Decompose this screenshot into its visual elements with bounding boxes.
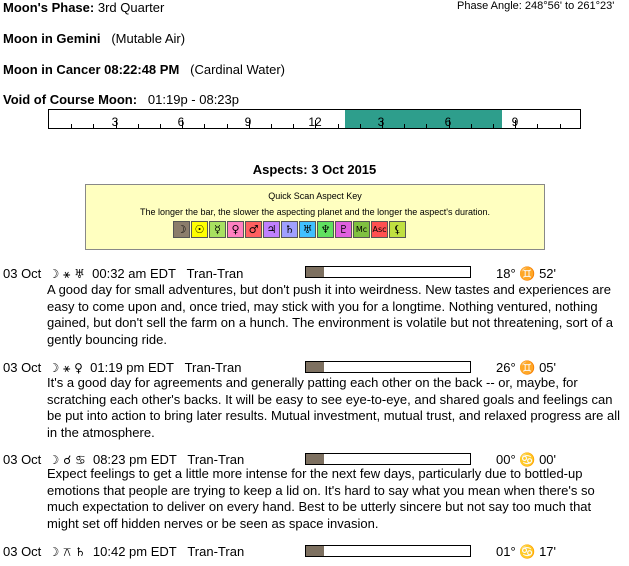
moon-sign-cancer-mode: (Cardinal Water) (190, 62, 285, 77)
timeline-label: 9 (244, 115, 252, 129)
aspect-date: 03 Oct (3, 452, 42, 467)
timeline-tick (404, 124, 405, 128)
quick-scan-aspect-key (85, 184, 545, 250)
aspect-entry-header (3, 544, 244, 560)
timeline-tick (471, 124, 472, 128)
aspect-degree: 18° ♊ 52' (496, 266, 557, 281)
moon-sign-cancer-label: Moon in Cancer 08:22:48 PM (3, 62, 180, 77)
duration-bar (305, 266, 471, 278)
planet-swatch: Asc (371, 221, 388, 238)
timeline-label: 3 (377, 115, 385, 129)
duration-bar-fill (306, 267, 324, 277)
timeline-label: 6 (177, 115, 185, 129)
timeline-tick (360, 124, 361, 128)
aspect-entry-header (3, 360, 241, 376)
moon-sign-cancer-row (3, 62, 285, 77)
planet-swatches (173, 221, 407, 238)
aspect-entry-header (3, 266, 243, 282)
aspect-time: 01:19 pm EDT (90, 360, 174, 375)
void-of-course-row (3, 92, 239, 107)
aspect-type: Tran-Tran (184, 360, 242, 375)
duration-bar-fill (306, 362, 324, 372)
moon-phase-label: Moon's Phase: (3, 0, 95, 15)
aspect-entry-header (3, 452, 244, 467)
aspect-symbols: ☽ ⚹ ♅ (48, 267, 85, 281)
planet-swatch: ♅ (299, 221, 316, 238)
moon-sign-gemini-mode: (Mutable Air) (111, 31, 186, 46)
planet-swatch: ♆ (317, 221, 334, 238)
aspect-symbols: ☽ ☌ ♋ (48, 453, 86, 467)
planet-swatch: ♄ (281, 221, 298, 238)
timeline-tick (204, 124, 205, 128)
void-of-course-label: Void of Course Moon: (3, 92, 138, 107)
timeline-tick (227, 124, 228, 128)
planet-swatch: ☿ (209, 221, 226, 238)
aspect-degree: 00° ♋ 00' (496, 452, 557, 467)
timeline-tick (426, 124, 427, 128)
moon-sign-gemini-label: Moon in Gemini (3, 31, 101, 46)
key-description: The longer the bar, the slower the aspecting planet and the longer the aspect's duration. (140, 207, 490, 217)
timeline-tick (537, 124, 538, 128)
planet-swatch: Mc (353, 221, 370, 238)
aspect-time: 10:42 pm EDT (92, 544, 177, 559)
timeline-label: 3 (111, 115, 119, 129)
timeline-tick (138, 124, 139, 128)
timeline-label: 12 (308, 115, 322, 129)
planet-swatch: ♀ (227, 221, 244, 238)
timeline-tick (93, 124, 94, 128)
aspect-time: 08:23 pm EDT (92, 452, 177, 467)
timeline-label: 6 (444, 115, 452, 129)
aspect-type: Tran-Tran (187, 452, 245, 467)
duration-bar (305, 453, 471, 465)
duration-bar (305, 545, 471, 557)
timeline-tick (493, 124, 494, 128)
aspect-date: 03 Oct (3, 360, 42, 375)
planet-swatch: ☽ (173, 221, 190, 238)
moon-phase-row (3, 0, 164, 15)
aspect-description: A good day for small adventures, but don't push it into weirdness. New tastes and experiences are easy to come upon and, once tried, may stick with you for a longtime. Nothing ventured, nothing gained, but don't sell the farm on a hunch. The environment is volatile but not threatening, sort of a gently bouncing ride. (47, 282, 613, 347)
aspect-degree: 26° ♊ 05' (496, 360, 557, 375)
planet-swatch: ♇ (335, 221, 352, 238)
timeline-tick (160, 124, 161, 128)
aspects-title: Aspects: 3 Oct 2015 (252, 162, 377, 177)
planet-swatch: ☉ (191, 221, 208, 238)
aspect-time: 00:32 am EDT (92, 266, 176, 281)
void-of-course-timeline (48, 109, 581, 129)
duration-bar-fill (306, 546, 324, 556)
timeline-tick (338, 124, 339, 128)
aspect-symbols: ☽ ⚹ ♀ (48, 361, 83, 375)
aspect-degree: 01° ♋ 17' (496, 544, 557, 559)
timeline-label: 9 (511, 115, 519, 129)
aspect-description: It's a good day for agreements and generally patting each other on the back -- or, maybe, for scratching each other's backs. It will be easy to see eye-to-eye, and shared goals and feelings can be put into action to bring later results. Mutual investment, mutual trust, and relaxed progress are all in the atmosphere. (47, 375, 621, 440)
timeline-tick (293, 124, 294, 128)
timeline-tick (271, 124, 272, 128)
timeline-tick (71, 124, 72, 128)
moon-sign-gemini-row (3, 31, 185, 46)
aspect-date: 03 Oct (3, 544, 42, 559)
planet-swatch: ♂ (245, 221, 262, 238)
void-of-course-span (345, 110, 502, 128)
planet-swatch: ♃ (263, 221, 280, 238)
aspect-description: Expect feelings to get a little more intense for the next few days, particularly due to bottled-up emotions that people are trying to keep a lid on. It's hard to say what you mean when there's so much expectation to deliver on every hand. Best to be utterly sincere but not say too much that might set off hidden nerves or be seen as space invasion. (47, 466, 595, 531)
aspect-type: Tran-Tran (186, 266, 244, 281)
aspect-symbols: ☽ ⚻ ♄ (48, 545, 86, 559)
void-of-course-value: 01:19p - 08:23p (147, 92, 239, 107)
key-title: Quick Scan Aspect Key (268, 191, 362, 201)
timeline-tick (560, 124, 561, 128)
phase-angle: Phase Angle: 248°56' to 261°23' (457, 0, 615, 12)
aspect-date: 03 Oct (3, 266, 42, 281)
duration-bar (305, 361, 471, 373)
moon-phase-value: 3rd Quarter (97, 0, 165, 15)
duration-bar-fill (306, 454, 324, 464)
planet-swatch: ⚸ (389, 221, 406, 238)
aspect-type: Tran-Tran (187, 544, 245, 559)
